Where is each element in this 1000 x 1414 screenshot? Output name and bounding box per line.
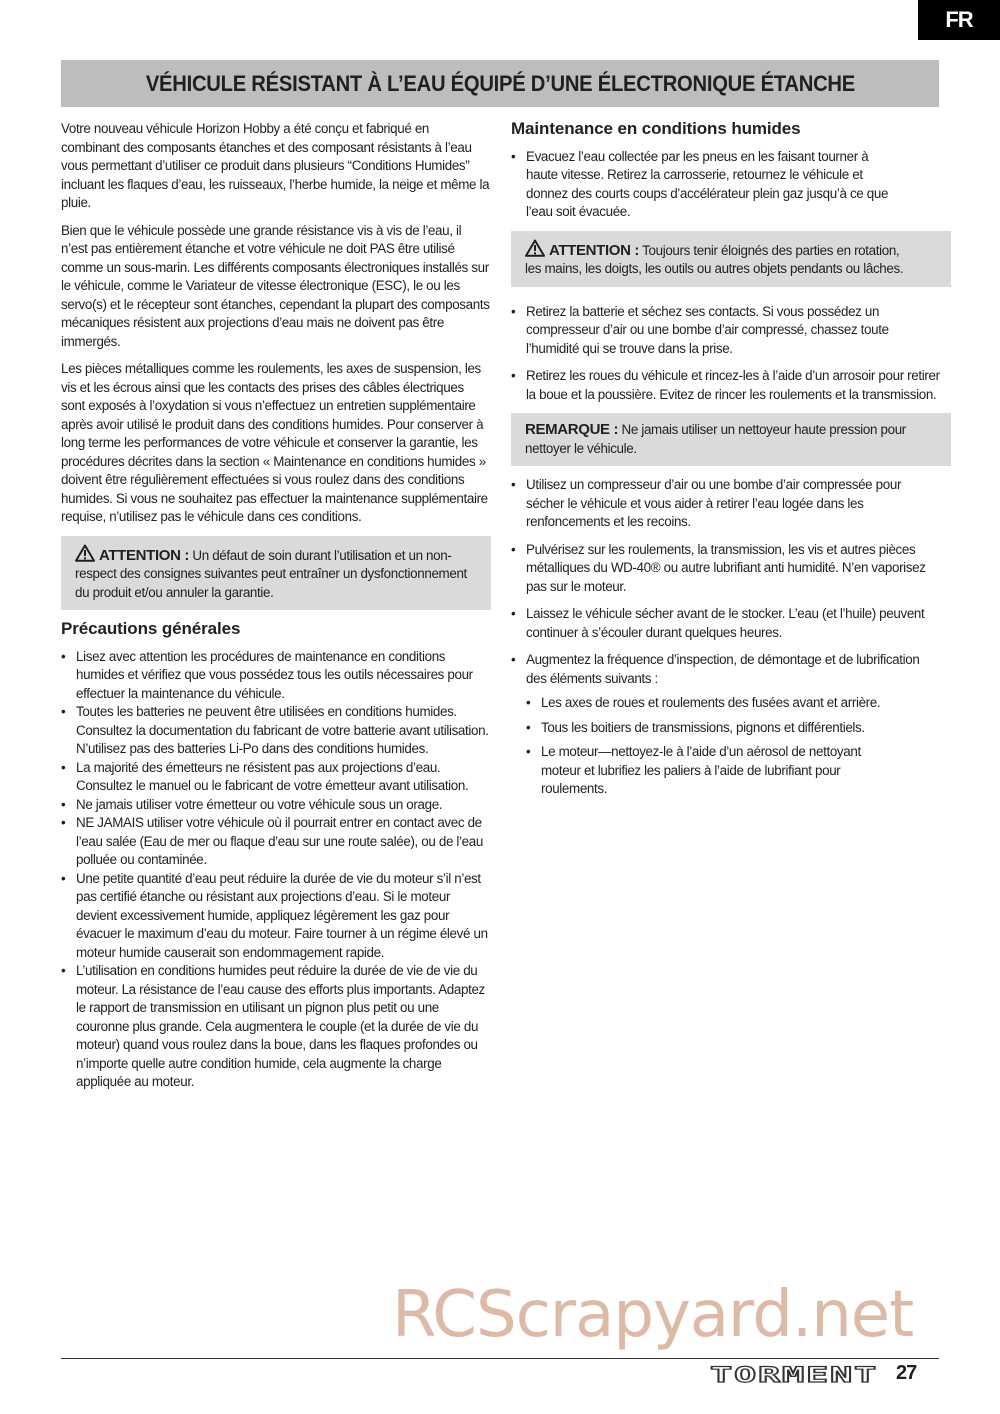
list-item: • Utilisez un compresseur d’air ou une bombe d’air compressée pour sécher le véhicule et vous aider à retirer l’eau logée dans les renfoncements et les recoins. — [511, 476, 941, 532]
left-column — [61, 120, 491, 1092]
attention-label: ATTENTION : — [549, 241, 640, 259]
list-item: • Toutes les batteries ne peuvent être utilisées en conditions humides. Consultez la documentation du fabricant de votre batterie avant utilisation. N’utilisez pas des batteries Li-Po dans des conditions humides. — [61, 703, 491, 759]
right-column — [511, 118, 941, 805]
sub-list-item: • Les axes de roues et roulements des fusées avant et arrière. — [526, 694, 941, 713]
list-item: • Retirez les roues du véhicule et rincez-les à l’aide d’un arrosoir pour retirer la boue et la poussière. Evitez de rincer les roulements et la transmission. — [511, 367, 941, 404]
section-title-maintenance: Maintenance en conditions humides — [511, 119, 801, 138]
attention-box — [61, 536, 491, 611]
language-label: FR — [945, 7, 973, 32]
oxidation-paragraph: Les pièces métalliques comme les roulements, les axes de suspension, les vis et les écrous ainsi que les contacts des prises des câbles électriques sont exposés à l’oxydation si vous n’effectuez un entretien supplémentaire après avoir utilisé le produit dans des conditions humides. Pour conserver à long terme les performances de votre véhicule et conserver la garantie, les procédures décrites dans la section « Maintenance en conditions humides » doivent être régulièrement effectuées si vous roulez dans des conditions humides. Si vous ne souhaitez pas effectuer la maintenance supplémentaire requise, n’utilisez pas le véhicule dans ces conditions. — [61, 361, 488, 524]
page-number: 27 — [896, 1362, 917, 1384]
list-item: • Laissez le véhicule sécher avant de le stocker. L’eau (et l’huile) peuvent continuer à s’écouler durant quelques heures. — [511, 605, 941, 642]
list-item: • La majorité des émetteurs ne résistent pas aux projections d’eau. Consultez le manuel ou le fabricant de votre émetteur avant utilisation. — [61, 759, 491, 796]
resistance-paragraph: Bien que le véhicule possède une grande résistance vis à vis de l’eau, il n’est pas entièrement étanche et votre véhicule ne doit PAS être utilisé comme un sous-marin. Les différents composants électroniques installés sur le véhicule, comme le Variateur de vitesse électronique (ESC), le ou les servo(s) et le récepteur sont étanches, cependant la plupart des composants mécaniques résistent aux projections d’eau mais ne doivent pas être immergés. — [61, 222, 490, 349]
list-item: • Pulvérisez sur les roulements, la transmission, les vis et autres pièces métalliques du WD-40® ou autre lubrifiant anti humidité. N’en vaporisez pas sur le moteur. — [511, 541, 941, 597]
list-item: • Lisez avec attention les procédures de maintenance en conditions humides et vérifiez que vous possédez tous les outils nécessaires pour effectuer la maintenance du véhicule. — [61, 648, 491, 704]
attention-text: Toujours tenir éloignés des parties en rotation, les mains, les doigts, les outils ou autres objets pendants ou lâches. — [525, 242, 904, 276]
sub-list — [526, 694, 941, 799]
list-item-text: Augmentez la fréquence d’inspection, de démontage et de lubrification des éléments suivants : — [526, 652, 920, 686]
remark-label: REMARQUE : — [525, 421, 619, 438]
brand-logo — [710, 1364, 880, 1386]
remark-box — [511, 413, 951, 466]
sub-list-item: • Le moteur—nettoyez-le à l’aide d’un aérosol de nettoyant moteur et lubrifiez les paliers à l’aide de lubrifiant pour roulements. — [526, 743, 941, 799]
list-item: • Retirez la batterie et séchez ses contacts. Si vous possédez un compresseur d’air ou une bombe d’air compressé, chassez toute l’humidité qui se trouve dans la prise. — [511, 303, 941, 359]
footer-divider — [61, 1358, 939, 1359]
list-item: • Une petite quantité d’eau peut réduire la durée de vie du moteur s’il n’est pas certifié étanche ou résistant aux projections d’eau. Si le moteur devient excessivement humide, appliquez légèrement les gaz pour évacuer le maximum d’eau du moteur. Faire tourner à un régime élevé un moteur humide causerait son endommagement rapide. — [61, 870, 491, 963]
attention-label: ATTENTION : — [99, 546, 190, 564]
remark-text: Ne jamais utiliser un nettoyeur haute pression pour nettoyer le véhicule. — [525, 422, 906, 456]
page-title: VÉHICULE RÉSISTANT À L’EAU ÉQUIPÉ D’UNE ÉLECTRONIQUE ÉTANCHE — [145, 70, 855, 96]
title-bar — [61, 60, 939, 107]
section-title-precautions: Précautions générales — [61, 619, 241, 638]
list-item: • L’utilisation en conditions humides peut réduire la durée de vie de vie du moteur. La résistance de l’eau cause des efforts plus importants. Adaptez le rapport de transmission en utilisant un pignon plus petit ou une couronne plus grande. Cela augmentera le couple (et la durée de vie du moteur) quand vous roulez dans la boue, dans les flaques profondes ou n’importe quelle autre condition humide, cela augmente la charge appliquée au moteur. — [61, 962, 491, 1092]
warning-triangle-icon — [75, 544, 95, 562]
brand-logo-text: TORMENT — [710, 1364, 878, 1386]
watermark-text: RCScrapyard.net — [392, 1278, 914, 1352]
list-item: • Evacuez l’eau collectée par les pneus en les faisant tourner à haute vitesse. Retirez la carrosserie, retournez le véhicule et donnez des courts coups d’accélérateur plein gaz jusqu’à ce que l’eau soit évacuée. — [511, 148, 901, 222]
maintenance-list-mid — [511, 303, 941, 405]
list-item — [511, 651, 941, 799]
maintenance-list-first — [511, 148, 941, 222]
warning-triangle-icon — [525, 239, 545, 257]
intro-paragraph: Votre nouveau véhicule Horizon Hobby a été conçu et fabriqué en combinant des composants étanches et des composant résistants à l’eau vous permettant d’utiliser ce produit dans plusieurs “Conditions Humides” incluant les flaques d’eau, les ruisseaux, l’herbe humide, la neige et même la pluie. — [61, 121, 490, 210]
maintenance-list-end — [511, 476, 941, 799]
list-item: • NE JAMAIS utiliser votre véhicule où il pourrait entrer en contact avec de l’eau salée (Eau de mer ou flaque d’eau sur une route salée), ou de l’eau polluée ou contaminée. — [61, 814, 491, 870]
language-tab — [918, 0, 1000, 40]
precautions-list — [61, 648, 491, 1092]
sub-list-item: • Tous les boitiers de transmissions, pignons et différentiels. — [526, 719, 941, 738]
attention-text: Un défaut de soin durant l’utilisation et un non-respect des consignes suivantes peut entraîner un dysfonctionnement du produit et/ou annuler la garantie. — [75, 547, 467, 600]
list-item: • Ne jamais utiliser votre émetteur ou votre véhicule sous un orage. — [61, 796, 491, 815]
attention-box-rotation — [511, 231, 951, 287]
